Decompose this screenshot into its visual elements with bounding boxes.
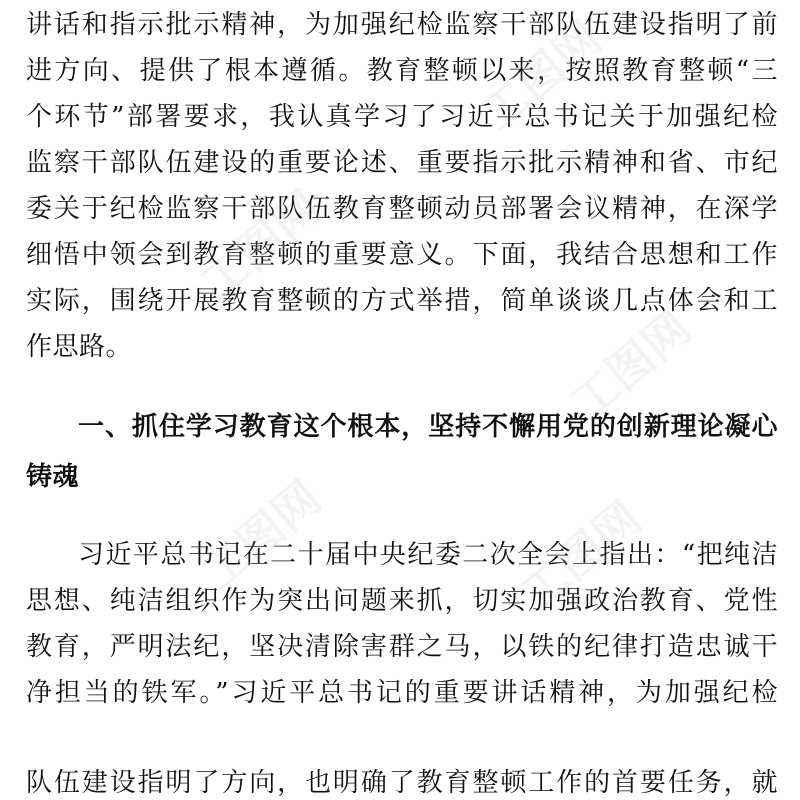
paragraph-line: 队伍建设指明了方向，也明确了教育整顿工作的首要任务，就 [26, 768, 778, 798]
paragraph-line: 作思路。 [26, 332, 133, 362]
section-heading: 铸魂 [26, 462, 80, 492]
watermark: 工图网 [190, 470, 332, 601]
paragraph-line: 个环节”部署要求，我认真学习了习近平总书记关于加强纪检 [26, 102, 778, 132]
paragraph-line: 讲话和指示批示精神，为加强纪检监察干部队伍建设指明了前 [26, 10, 778, 40]
paragraph-line: 思想、纯洁组织作为突出问题来抓，切实加强政治教育、党性 [26, 586, 778, 616]
section-heading: 一、抓住学习教育这个根本，坚持不懈用党的创新理论凝心 [78, 412, 778, 442]
paragraph-line: 实际，围绕开展教育整顿的方式举措，简单谈谈几点体会和工 [26, 286, 778, 316]
paragraph-line: 细悟中领会到教育整顿的重要意义。下面，我结合思想和工作 [26, 240, 778, 270]
paragraph-line: 委关于纪检监察干部队伍教育整顿动员部署会议精神，在深学 [26, 194, 778, 224]
paragraph-line: 监察干部队伍建设的重要论述、重要指示批示精神和省、市纪 [26, 148, 778, 178]
watermark: 工图网 [560, 300, 702, 431]
watermark: 工图网 [470, 10, 612, 141]
paragraph-line: 净担当的铁军。”习近平总书记的重要讲话精神，为加强纪检 [26, 678, 778, 708]
watermark: 工图网 [190, 180, 332, 311]
watermark: 工图网 [510, 490, 652, 621]
paragraph-line: 进方向、提供了根本遵循。教育整顿以来，按照教育整顿“三 [26, 56, 778, 86]
paragraph-line: 教育，严明法纪，坚决清除害群之马，以铁的纪律打造忠诚干 [26, 632, 778, 662]
paragraph-line: 习近平总书记在二十届中央纪委二次全会上指出：“把纯洁 [78, 540, 778, 570]
